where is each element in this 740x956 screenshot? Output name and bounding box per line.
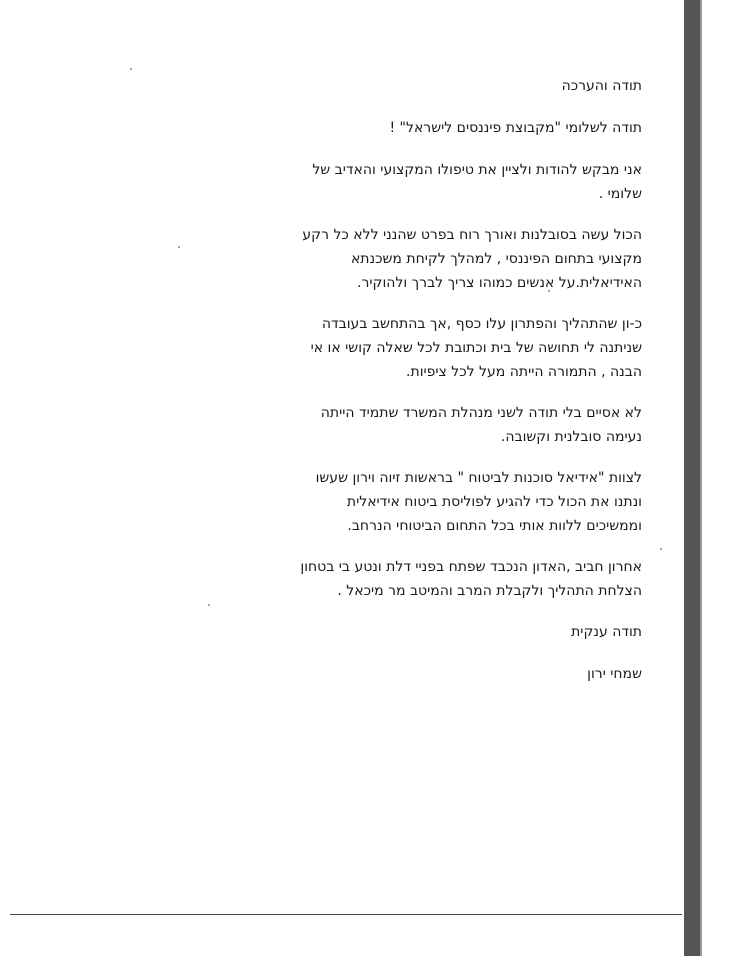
scan-edge-border — [700, 0, 702, 956]
paragraph-line: הבנה , התמורה הייתה מעל לכל ציפיות. — [406, 364, 642, 380]
paragraph-line: לצוות "אידיאל סוכנות לביטוח " בראשות זיוה וירון שעשו — [315, 470, 642, 486]
paragraph-2 — [188, 223, 642, 295]
bottom-divider-line — [10, 914, 682, 915]
paragraph-line: הכול עשה בסובלנות ואורך רוח בפרט שהנני ללא כל רקע — [302, 227, 642, 243]
letter-body — [188, 74, 642, 704]
paragraph-line: שניתנה לי תחושה של בית וכתובת לכל שאלה קושי או אי — [310, 340, 642, 356]
paragraph-line: לא אסיים בלי תודה לשני מנהלת המשרד שתמיד הייתה — [320, 405, 642, 421]
paragraph-line: כ-ון שהתהליך והפתרון עלו כסף ,אך בהתחשב בעובדה — [321, 316, 642, 332]
letter-title: תודה והערכה — [561, 78, 642, 94]
paragraph-line: ונתנו את הכול כדי להגיע לפוליסת ביטוח אידיאלית — [346, 494, 642, 510]
letter-thanks-block — [188, 116, 642, 140]
scan-edge-shadow — [684, 0, 700, 956]
thanks-line: תודה לשלומי "מקבוצת פיננסים לישראל" ! — [389, 120, 642, 136]
paragraph-6 — [188, 555, 642, 603]
paragraph-line: הצלחת התהליך ולקבלת המרב והמיטב מר מיכאל . — [337, 583, 642, 599]
paragraph-3 — [188, 312, 642, 384]
paragraph-line: אחרון חביב ,האדון הנכבד שפתח בפניי דלת ונטע בי בטחון — [300, 559, 642, 575]
letter-title-block — [188, 74, 642, 98]
closing-block — [188, 620, 642, 644]
signature-block — [188, 662, 642, 686]
paragraph-1 — [188, 158, 642, 206]
scan-speck — [130, 68, 132, 70]
scan-speck — [660, 548, 662, 550]
paragraph-5 — [188, 466, 642, 538]
paragraph-line: וממשיכים ללוות אותי בכל התחום הביטוחי הנרחב. — [347, 518, 642, 534]
signature: שמחי ירון — [587, 666, 642, 682]
paragraph-line: מקצועי בתחום הפיננסי , למהלך לקיחת משכנתא — [350, 251, 642, 267]
scan-speck — [178, 246, 180, 248]
paragraph-line: אני מבקש להודות ולציין את טיפולו המקצועי והאדיב של — [312, 162, 642, 178]
paragraph-line: האידיאלית.על אנשים כמוהו צריך לברך ולהוקיר. — [357, 275, 642, 291]
paragraph-line: נעימה סובלנית וקשובה. — [500, 429, 642, 445]
paragraph-4 — [188, 401, 642, 449]
paragraph-line: שלומי . — [598, 186, 642, 202]
closing-line: תודה ענקית — [571, 624, 642, 640]
